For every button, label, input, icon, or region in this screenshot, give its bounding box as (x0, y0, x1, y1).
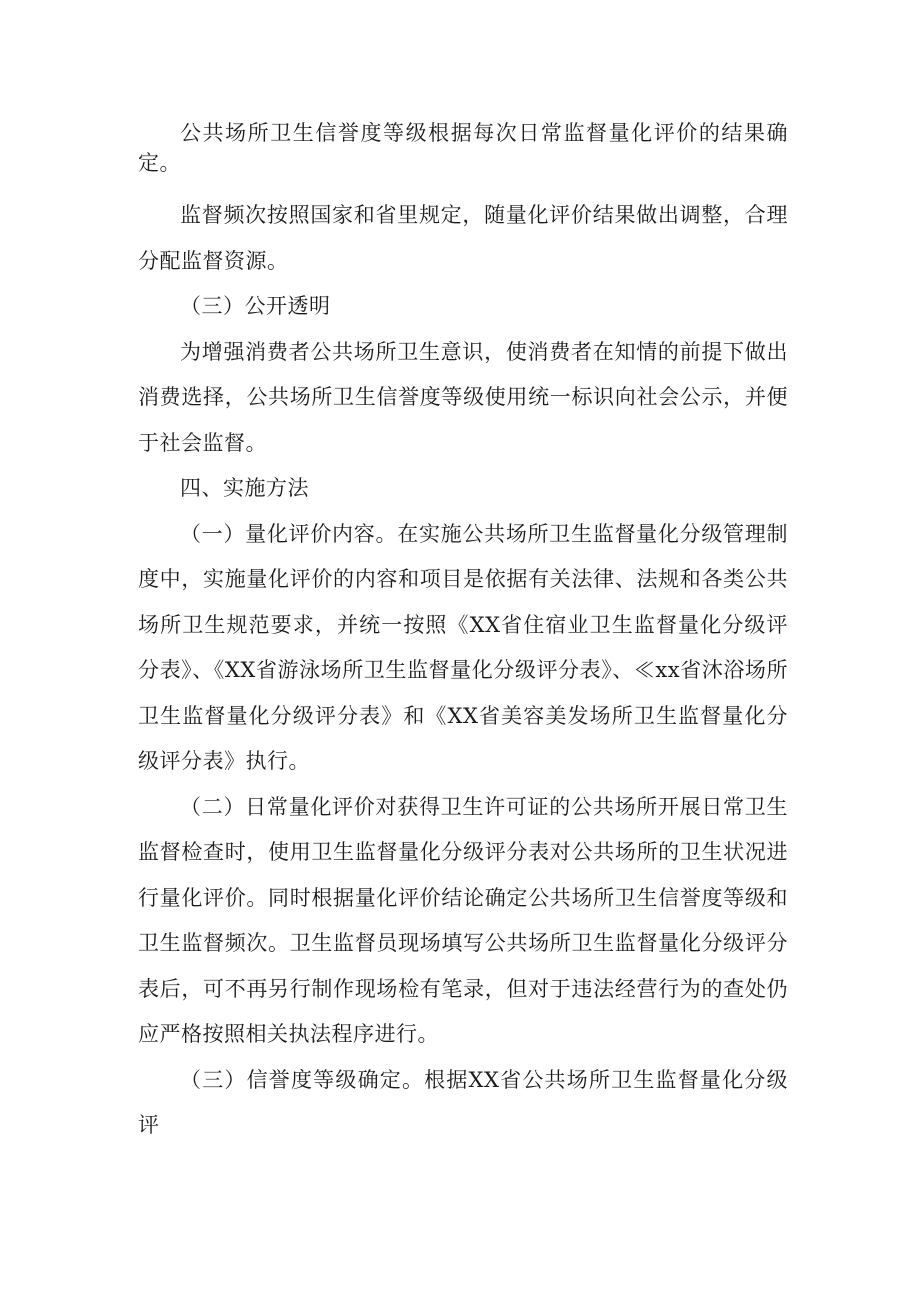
paragraph-supervision-frequency: 监督频次按照国家和省里规定，随量化评价结果做出调整，合理分配监督资源。 (138, 203, 788, 273)
heading-implementation-method: 四、实施方法 (180, 476, 309, 500)
heading-open-transparent: （三）公开透明 (180, 294, 331, 318)
paragraph-consumer-awareness: 为增强消费者公共场所卫生意识，使消费者在知情的前提下做出消费选择，公共场所卫生信誉度等级使用统一标识向社会公示，并便于社会监督。 (138, 339, 788, 455)
paragraph-daily-evaluation: （二）日常量化评价对获得卫生许可证的公共场所开展日常卫生监督检查时，使用卫生监督量化分级评分表对公共场所的卫生状况进行量化评价。同时根据量化评价结论确定公共场所卫生信誉度等级和卫生监督频次。卫生监督员现场填写公共场所卫生监督量化分级评分表后，可不再另行制作现场检有笔录，但对于违法经营行为的查处仍应严格按照相关执法程序进行。 (138, 794, 788, 1046)
paragraph-evaluation-content: （一）量化评价内容。在实施公共场所卫生监督量化分级管理制度中，实施量化评价的内容和项目是依据有关法律、法规和各类公共场所卫生规范要求，并统一按照《XX省住宿业卫生监督量化分级评分表》、《XX省游泳场所卫生监督量化分级评分表》、≪xx省沐浴场所卫生监督量化分级评分表》和《XX省美容美发场所卫生监督量化分级评分表》执行。 (138, 521, 788, 773)
paragraph-credit-level: 公共场所卫生信誉度等级根据每次日常监督量化评价的结果确定。 (138, 121, 788, 175)
paragraph-credit-determination: （三）信誉度等级确定。根据XX省公共场所卫生监督量化分级评 (138, 1067, 788, 1137)
document-page (138, 118, 788, 1149)
